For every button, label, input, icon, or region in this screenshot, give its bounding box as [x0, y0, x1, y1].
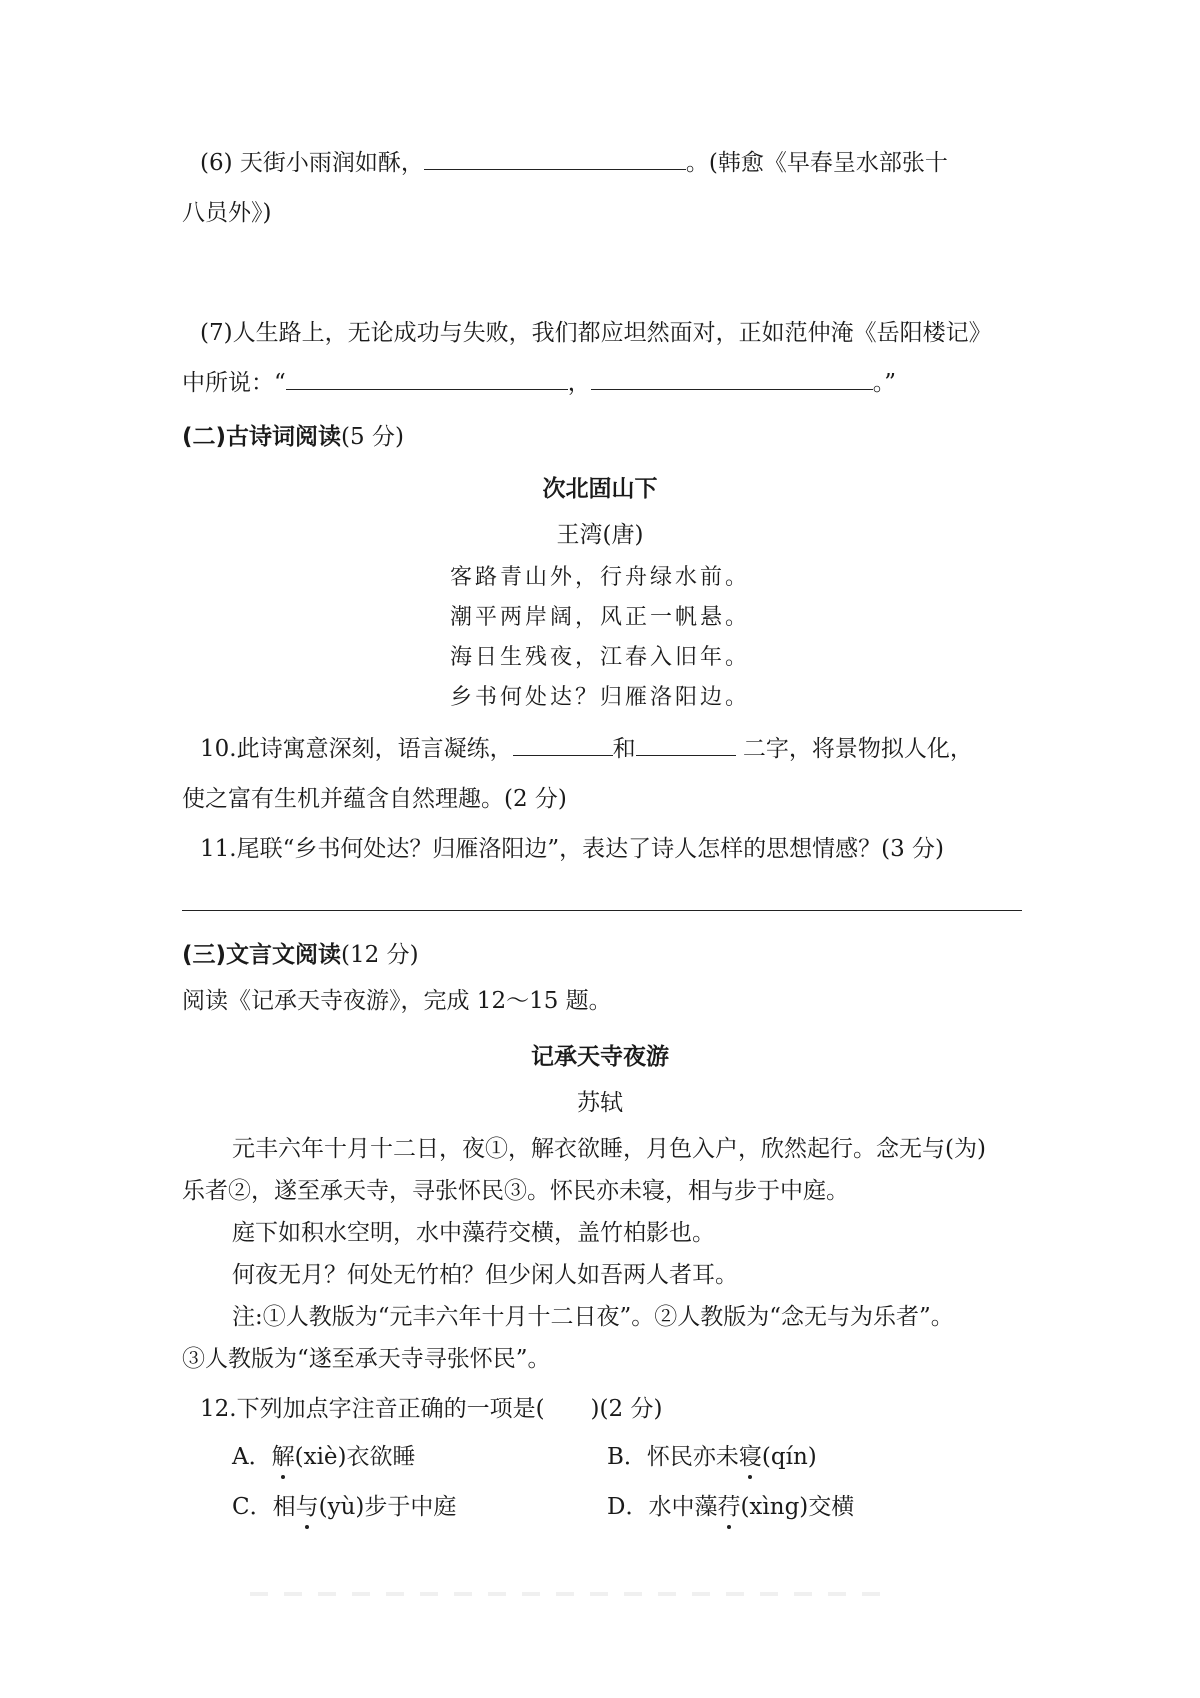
- option-text: (xìng)交横: [740, 1494, 855, 1520]
- dotted-character: 寝: [738, 1444, 762, 1470]
- q12-option-b[interactable]: [607, 1442, 817, 1472]
- classical-para1-line2: 乐者②，遂至承天寺，寻张怀民③。怀民亦未寝，相与步于中庭。: [182, 1178, 849, 1204]
- poem-line: 客路青山外，行舟绿水前。: [449, 565, 750, 590]
- poem-line: 乡书何处达？归雁洛阳边。: [449, 685, 750, 710]
- q10-line2: 使之富有生机并蕴含自然理趣。(2 分): [182, 786, 567, 812]
- q12-option-c[interactable]: [232, 1492, 456, 1522]
- option-text: 怀民亦未: [646, 1444, 739, 1470]
- dotted-character: 与: [295, 1494, 319, 1520]
- section3-heading: [182, 936, 419, 970]
- q10-text-post: 二字，将景物拟人化，: [735, 736, 973, 762]
- faint-bleed-through: [250, 1592, 890, 1596]
- q7-line2: [182, 368, 896, 398]
- q10-answer-blank-1[interactable]: [513, 754, 613, 756]
- option-label: A．: [232, 1444, 272, 1470]
- q6-text-pre: (6) 天街小雨润如酥，: [200, 150, 424, 176]
- poem-title: 次北固山下: [542, 476, 658, 502]
- poem-author: 王湾(唐): [556, 522, 644, 548]
- q6-answer-blank[interactable]: [424, 168, 686, 170]
- section2-heading-text: (二)古诗词阅读: [182, 424, 342, 450]
- classical-note-line1: 注:①人教版为“元丰六年十月十二日夜”。②人教版为“念无与为乐者”。: [232, 1304, 954, 1330]
- q12-stem: 12.下列加点字注音正确的一项是( )(2 分): [200, 1396, 663, 1422]
- section2-heading: [182, 418, 404, 452]
- q12-option-d[interactable]: [607, 1492, 854, 1522]
- poem-line: 潮平两岸阔，风正一帆悬。: [449, 605, 750, 630]
- option-label: D．: [607, 1494, 649, 1520]
- q7-text-pre: 中所说：“: [182, 370, 286, 396]
- option-label: C．: [232, 1494, 273, 1520]
- q7-text-mid: ，: [567, 370, 591, 396]
- option-text: (yù)步于中庭: [318, 1494, 457, 1520]
- section3-intro: 阅读《记承天寺夜游》，完成 12～15 题。: [182, 988, 612, 1014]
- q7-line1: (7)人生路上，无论成功与失败，我们都应坦然面对，正如范仲淹《岳阳楼记》: [200, 320, 992, 346]
- q10-text-pre: 10.此诗寓意深刻，语言凝练，: [200, 736, 513, 762]
- q7-answer-blank-2[interactable]: [591, 388, 873, 390]
- q6-line1: [200, 148, 948, 178]
- q12-option-a[interactable]: [232, 1442, 416, 1472]
- q10-text-mid: 和: [612, 736, 636, 762]
- section3-score: (12 分): [341, 942, 419, 968]
- classical-para1-line1: 元丰六年十月十二日，夜①，解衣欲睡，月色入户，欣然起行。念无与(为): [232, 1136, 986, 1162]
- q10-line1: [200, 734, 973, 764]
- classical-note-line2: ③人教版为“遂至承天寺寻张怀民”。: [182, 1346, 551, 1372]
- q10-answer-blank-2[interactable]: [636, 754, 736, 756]
- q6-line2: 八员外》): [182, 200, 272, 226]
- poem-line: 海日生残夜，江春入旧年。: [449, 645, 750, 670]
- option-text: (xiè)衣欲睡: [294, 1444, 416, 1470]
- dotted-character: 荇: [717, 1494, 741, 1520]
- option-text: 相: [272, 1494, 296, 1520]
- classical-author: 苏轼: [577, 1090, 623, 1116]
- dotted-character: 解: [271, 1444, 295, 1470]
- classical-para3: 何夜无月？何处无竹柏？但少闲人如吾两人者耳。: [232, 1262, 738, 1288]
- section2-score: (5 分): [341, 424, 404, 450]
- q11-text: 11.尾联“乡书何处达？归雁洛阳边”，表达了诗人怎样的思想情感？(3 分): [200, 836, 944, 862]
- q11-answer-line[interactable]: [182, 910, 1022, 911]
- option-text: (qín): [761, 1444, 817, 1470]
- option-label: B．: [607, 1444, 647, 1470]
- q6-text-post: 。(韩愈《早春呈水部张十: [685, 150, 948, 176]
- classical-para2: 庭下如积水空明，水中藻荇交横，盖竹柏影也。: [232, 1220, 715, 1246]
- q7-answer-blank-1[interactable]: [286, 388, 568, 390]
- classical-title: 记承天寺夜游: [531, 1044, 669, 1070]
- option-text: 水中藻: [648, 1494, 718, 1520]
- section3-heading-text: (三)文言文阅读: [182, 942, 342, 968]
- q7-text-post: 。”: [872, 370, 897, 396]
